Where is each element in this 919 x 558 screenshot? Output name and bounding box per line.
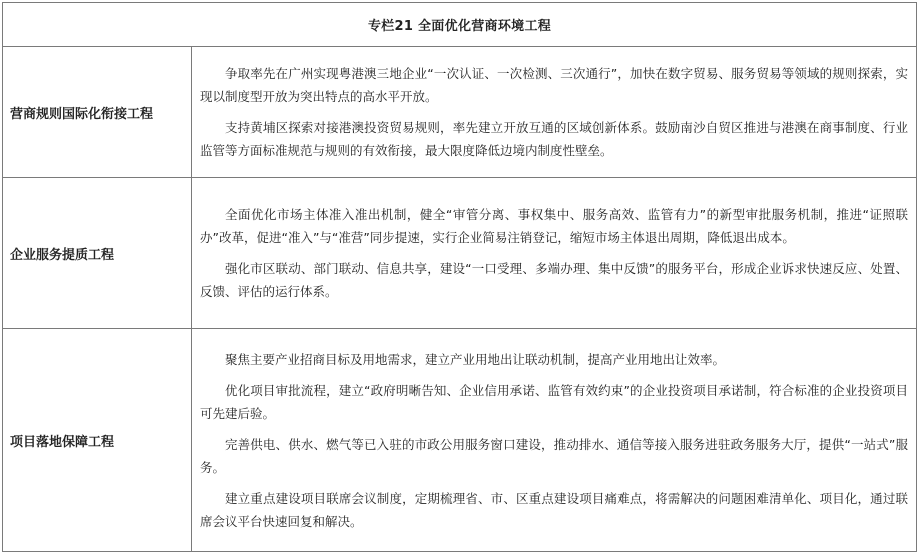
row-content: [192, 178, 917, 329]
paragraph: 优化项目审批流程，建立“政府明晰告知、企业信用承诺、监管有效约束”的企业投资项目承诺制，符合标准的企业投资项目可先建后验。: [200, 382, 908, 421]
row-content: [192, 329, 917, 552]
paragraph: 建立重点建设项目联席会议制度，定期梳理省、市、区重点建设项目痛难点，将需解决的问题困难清单化、项目化，通过联席会议平台快速回复和解决。: [200, 490, 908, 529]
paragraph: 争取率先在广州实现粤港澳三地企业“一次认证、一次检测、三次通行”，加快在数字贸易、服务贸易等领域的规则探索，实现以制度型开放为突出特点的高水平开放。: [200, 66, 908, 104]
paragraph: 支持黄埔区探索对接港澳投资贸易规则，率先建立开放互通的区域创新体系。鼓励南沙自贸区推进与港澳在商事制度、行业监管等方面标准规范与规则的有效衔接，最大限度降低边境内制度性壁垒。: [200, 120, 908, 158]
paragraph: 强化市区联动、部门联动、信息共享，建设“一口受理、多端办理、集中反馈”的服务平台，形成企业诉求快速反应、处置、反馈、评估的运行体系。: [200, 261, 908, 299]
table-row-project-landing: [3, 329, 917, 552]
row-label: 项目落地保障工程: [3, 329, 192, 552]
column-box-table: [2, 2, 917, 552]
paragraph: 聚焦主要产业招商目标及用地需求，建立产业用地出让联动机制，提高产业用地出让效率。: [225, 351, 726, 367]
box-title: 专栏21 全面优化营商环境工程: [3, 3, 917, 47]
table-row-enterprise-service: [3, 178, 917, 329]
paragraph: 全面优化市场主体准入准出机制，健全“审管分离、事权集中、服务高效、监管有力”的新型审批服务机制，推进“证照联办”改革，促进“准入”与“准营”同步提速，实行企业简易注销登记，缩短市场主体退出周期，降低退出成本。: [200, 207, 908, 245]
table-row-rules-alignment: [3, 47, 917, 178]
row-label: 企业服务提质工程: [3, 178, 192, 329]
row-content: [192, 47, 917, 178]
row-label: 营商规则国际化衔接工程: [3, 47, 192, 178]
paragraph: 完善供电、供水、燃气等已入驻的市政公用服务窗口建设，推动排水、通信等接入服务进驻政务服务大厅，提供“一站式”服务。: [200, 436, 908, 475]
